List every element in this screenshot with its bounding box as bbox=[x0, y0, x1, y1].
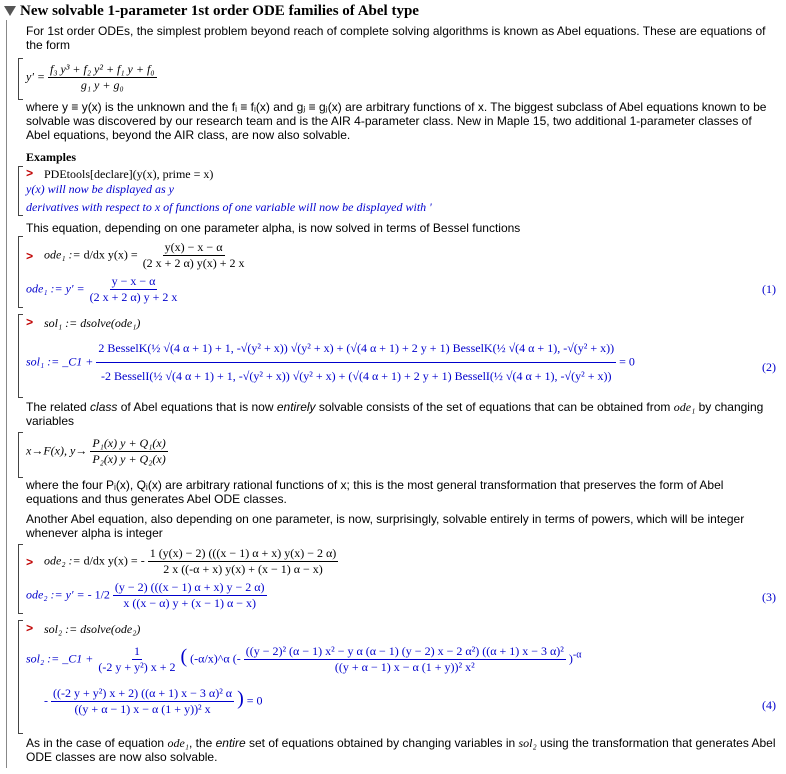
ode1-bracket bbox=[18, 236, 23, 308]
abel-form-math: y' = $\frac{\text{f₃ y³ + f₂ y² + f₁ y + f₀}}{\text{g₁ y + g₀}}$ bbox=[26, 62, 155, 92]
closing-paragraph: As in the case of equation ode₁, the entire set of equations obtained by changing variables in sol₂ using the transformation that generates Abel ODE classes are now also solvable. bbox=[26, 736, 776, 764]
section-header[interactable] bbox=[4, 2, 419, 20]
declare-prompt: > bbox=[26, 167, 34, 181]
transform-bracket bbox=[18, 432, 23, 478]
powers-paragraph: Another Abel equation, also depending on one parameter, is now, surprisingly, solvable entirely in terms of powers, which will be integer whenever alpha is integer bbox=[26, 512, 745, 540]
sol1-input[interactable]: sol₁ := dsolve(ode₁) bbox=[44, 316, 141, 330]
ode1-prompt: > bbox=[26, 250, 34, 264]
declare-output-2: derivatives with respect to x of functions of one variable will now be displayed with ' bbox=[26, 200, 432, 214]
sol1-bracket bbox=[18, 314, 23, 398]
transform-description: where the four Pᵢ(x), Qᵢ(x) are arbitrary rational functions of x; this is the most general transformation that preserves the form of Abel equations and thus generates Abel ODE classes. bbox=[26, 478, 724, 506]
ode2-input[interactable]: ode₂ := d/dx y(x) = - $\frac{1 (y(x) - 2) (((x - 1) \alpha + x) y(x) - 2 \alpha)}{2 x ((-\alpha + x) y(x) + (x - 1) \alpha - x)}$ bbox=[44, 546, 337, 576]
sol1-eqno: (2) bbox=[762, 360, 776, 374]
sol1-output: sol₁ := _C1 + 2 BesselK(½ √(4 α + 1) + 1, -√(y² + x)) √(y² + x) + (√(4 α + 1) + 2 y + 1) BesselK(½ √(4 α + 1), -√(y² + x)) -2 BesselI(½ √(4 α + 1) + 1, -√(y² + x)) √(y² + x) + (√(4 α + 1) + 2 y + 1) BesselI(½ √(4 α + 1), -√(y² + x)) = 0 bbox=[26, 335, 635, 390]
abel-form-bracket bbox=[18, 58, 23, 100]
sol2-input[interactable]: sol₂ := dsolve(ode₂) bbox=[44, 622, 141, 636]
ode2-prompt: > bbox=[26, 556, 34, 570]
sol2-output-line2: - $\frac{\text{((-2 y + y²) x + 2) ((α + 1) x − 3 α)² α}}{\text{((y + α − 1) x − α (1 + y))² x}}$ ) = 0 bbox=[44, 686, 263, 716]
ode2-bracket bbox=[18, 544, 23, 614]
declare-bracket bbox=[18, 166, 23, 216]
sol2-bracket bbox=[18, 620, 23, 734]
sol1-prompt: > bbox=[26, 316, 34, 330]
intro-paragraph: For 1st order ODEs, the simplest problem beyond reach of complete solving algorithms is known as Abel equations. These are equations of the form bbox=[26, 24, 766, 52]
sol2-output-line1: sol₂ := _C1 + $\frac{1}{\text{(-2 y + y²) x + 2}}$ ( (-α/x)^α (- ((y − 2)² (α − 1) x² − y α (α − 1) (y − 2) x − 2 α²) ((α + 1) x − 3 α)² ((y + α − 1) x − α (1 + y))² x² )$^{-\alpha}$ bbox=[26, 644, 582, 674]
ode2-output: ode₂ := y' = - 1/2 $\frac{(y - 2) (((x - 1) \alpha + x) y - 2 \alpha)}{x ((x - \alpha) y + (x - 1) \alpha - x)}$ bbox=[26, 580, 265, 610]
collapse-triangle-icon[interactable] bbox=[4, 6, 16, 16]
bessel-paragraph: This equation, depending on one parameter alpha, is now solved in terms of Bessel functions bbox=[26, 221, 521, 235]
examples-heading: Examples bbox=[26, 150, 77, 164]
declare-output-1: y(x) will now be displayed as y bbox=[26, 182, 174, 196]
transform-math: x→F(x), y→ $\frac{\text{P₁(x) y + Q₁(x)}}{\text{P₂(x) y + Q₂(x)}}$ bbox=[26, 436, 166, 466]
ode2-eqno: (3) bbox=[762, 590, 776, 604]
ode1-eqno: (1) bbox=[762, 282, 776, 296]
ode1-input[interactable]: ode₁ := d/dx y(x) = $\frac{y(x) - x - \alpha}{(2 x + 2 \alpha) y(x) + 2 x}$ bbox=[44, 240, 245, 270]
section-title: New solvable 1-parameter 1st order ODE families of Abel type bbox=[20, 2, 419, 19]
class-paragraph: The related class of Abel equations that is now entirely solvable consists of the set of equations that can be obtained from ode₁ by changing variables bbox=[26, 400, 764, 428]
sol2-prompt: > bbox=[26, 622, 34, 636]
section-bracket bbox=[6, 20, 7, 768]
abel-description: where y ≡ y(x) is the unknown and the fᵢ ≡ fᵢ(x) and gⱼ ≡ gⱼ(x) are arbitrary functions of x. The biggest subclass of Abel equations known to be solvable was discovered by our research team and is the AIR 4-parameter class. New in Maple 15, two additional 1-parameter classes of Abel equations, beyond the AIR class, are now also solvable. bbox=[26, 100, 767, 142]
declare-input[interactable]: PDEtools[declare](y(x), prime = x) bbox=[44, 167, 214, 181]
sol2-eqno: (4) bbox=[762, 698, 776, 712]
ode1-output: ode₁ := y' = $\frac{y - x - \alpha}{(2 x + 2 \alpha) y + 2 x}$ bbox=[26, 274, 178, 304]
